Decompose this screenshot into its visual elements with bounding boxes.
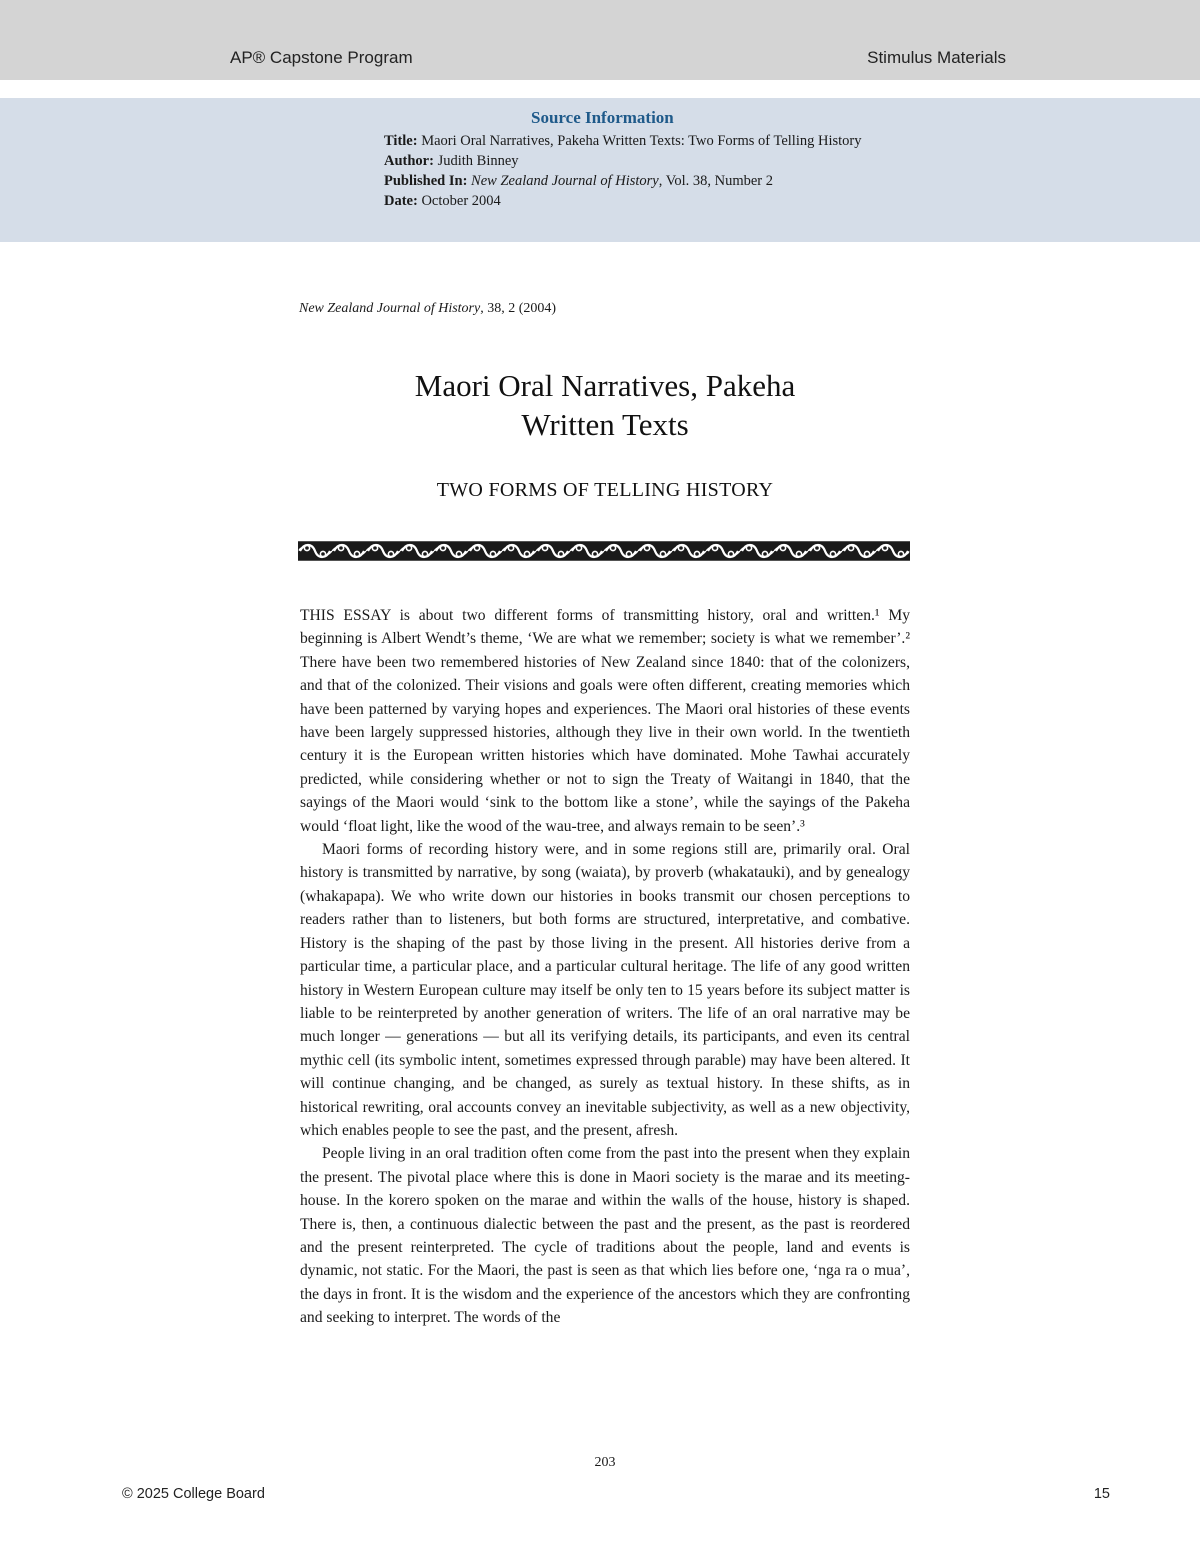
body-paragraph-1: THIS ESSAY is about two different forms of transmitting history, oral and written.¹ My beginning is Albert Wendt’s theme, ‘We are what we remember; society is what we remember’.² There have been two remembered histories of New Zealand since 1840: that of the colonizers, and that of the colonized. Their visions and goals were often different, creating memories which have been patterned by varying hopes and experiences. The Maori oral histories of these events have been largely suppressed histories, although they live in their own world. In the twentieth century it is the European written histories which have dominated. Mohe Tawhai accurately predicted, while considering whether or not to sign the Treaty of Waitangi in 1840, that the sayings of the Maori would ‘sink to the bottom like a stone’, while the sayings of the Pakeha would ‘float light, like the wood of the wau-tree, and always remain to be seen’.³ (300, 607, 910, 835)
source-information-heading: Source Information (531, 108, 674, 127)
source-title-label: Title: (384, 133, 418, 149)
source-date-line (384, 191, 861, 211)
journal-reference-name: New Zealand Journal of History (299, 301, 481, 316)
source-published-label: Published In: (384, 173, 468, 189)
decorative-scroll-border (298, 540, 910, 562)
source-date-value: October 2004 (421, 193, 501, 209)
body-paragraph-2: Maori forms of recording history were, and in some regions still are, primarily oral. Oral history is transmitted by narrative, by song (waiata), by proverb (whakatauki), and by genealogy (whakapapa). We who write down our histories in books transmit our chosen perceptions to readers rather than to listeners, but both forms are structured, interpretative, and combative. History is the shaping of the past by those living in the present. All histories derive from a particular time, a particular place, and a particular cultural heritage. The life of any good written history in Western European culture may itself be only ten to 15 years before its subject matter is liable to be reinterpreted by another generation of writers. The life of an oral narrative may be much longer — generations — but all its verifying details, its participants, and even its central mythic cell (its symbolic intent, sometimes expressed through parable) may have been altered. It will continue changing, and be changed, as surely as textual history. In these shifts, as in historical rewriting, oral accounts convey an inevitable subjectivity, as well as a new objectivity, which enables people to see the past, and the present, afresh. (300, 841, 910, 1139)
article-subtitle: TWO FORMS OF TELLING HISTORY (436, 479, 774, 501)
article-title-line-1: Maori Oral Narratives, Pakeha (414, 368, 796, 403)
article-title-line-2: Written Texts (521, 407, 689, 442)
source-information-details (384, 131, 861, 211)
journal-page-number: 203 (594, 1455, 616, 1470)
journal-reference-volume: , 38, 2 (2004) (480, 301, 557, 316)
body-paragraph-3: People living in an oral tradition often come from the past into the present when they explain the present. The pivotal place where this is done in Maori society is the marae and its meeting-house. In the korero spoken on the marae and within the walls of the house, history is shaped. There is, then, a continuous dialectic between the past and the present, as the past is reordered and the present reinterpreted. The cycle of traditions about the people, land and events is dynamic, not static. For the Maori, the past is seen as that which lies before one, ‘nga ra o mua’, the days in front. It is the wisdom and the experience of the ancestors which they are confronting and seeking to interpret. The words of the (300, 1145, 910, 1327)
footer-copyright: © 2025 College Board (122, 1486, 265, 1502)
journal-reference (299, 301, 556, 317)
footer-page-number: 15 (1093, 1486, 1110, 1502)
source-author-line (384, 151, 861, 171)
article-body (300, 604, 910, 1330)
page-header (0, 0, 1200, 80)
header-section-name: Stimulus Materials (867, 48, 1006, 67)
article-title (300, 366, 910, 444)
source-title-line (384, 131, 861, 151)
source-date-label: Date: (384, 193, 418, 209)
header-program-name: AP® Capstone Program (230, 48, 413, 67)
source-author-value: Judith Binney (437, 153, 519, 169)
source-published-line (384, 171, 861, 191)
source-author-label: Author: (384, 153, 434, 169)
source-published-rest: , Vol. 38, Number 2 (658, 173, 774, 189)
source-published-journal: New Zealand Journal of History (471, 173, 659, 189)
source-title-value: Maori Oral Narratives, Pakeha Written Texts: Two Forms of Telling History (421, 133, 862, 149)
